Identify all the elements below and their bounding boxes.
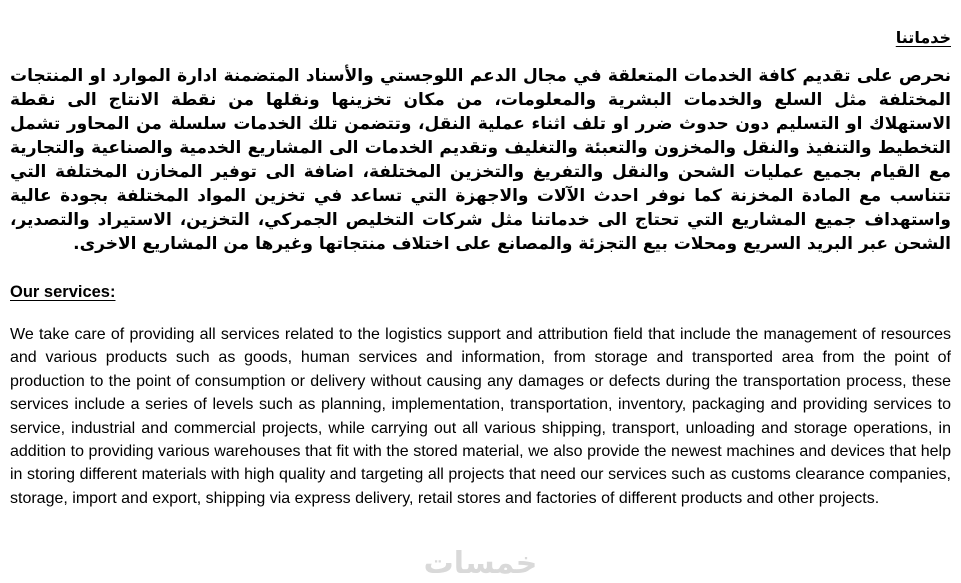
arabic-services-paragraph: نحرص على تقديم كافة الخدمات المتعلقة في مجال الدعم اللوجستي والأسناد المتضمنة ادارة الموارد او المنتجات المختلفة مثل السلع والخدمات البشرية والمعلومات، من مكان تخزينها ونقلها من نقطة الانتاج الى نقطة الاستهلاك او التسليم دون حدوث ضرر او تلف اثناء عملية النقل، وتتضمن تلك الخدمات سلسلة من المحاور تشمل التخطيط والتنفيذ والنقل والمخزون والتعبئة والتغليف وتقديم الخدمات الى المشاريع الخدمية والصناعية والتجارية مع القيام بجميع عمليات الشحن والنقل والتفريغ والتخزين المختلفة، اضافة الى توفير المخازن المختلفة التي تتناسب مع المادة المخزنة كما نوفر احدث الآلات والاجهزة التي تساعد في تخزين المواد المختلفة بجودة عالية واستهداف جميع المشاريع التي تحتاج الى خدماتنا مثل شركات التخليص الجمركي، التخزين، الاستيراد والتصدير، الشحن عبر البريد السريع ومحلات بيع التجزئة والمصانع على اختلاف منتجاتها وغيرها من المشاريع الاخرى. <box>10 66 951 254</box>
english-services-paragraph: We take care of providing all services related to the logistics support and attribution field that include the management of resources and various products such as goods, human services and information, from storage and transported area from the point of production to the point of consumption or delivery without causing any damages or defects during the transportation process, these services include a series of levels such as planning, implementation, transportation, inventory, packaging and providing services to service, industrial and commercial projects, while carrying out all various shipping, transport, unloading and storage operations, in addition to providing various warehouses that fit with the stored material, we also provide the newest machines and devices that help in storing different materials with high quality and targeting all projects that need our services such as customs clearance companies, storage, import and export, shipping via express delivery, retail stores and factories of different products and other projects. <box>10 326 951 507</box>
arabic-services-heading: خدماتنا <box>895 28 951 47</box>
khamsat-watermark: خمسات <box>423 546 538 581</box>
english-services-heading: Our services: <box>10 283 116 301</box>
